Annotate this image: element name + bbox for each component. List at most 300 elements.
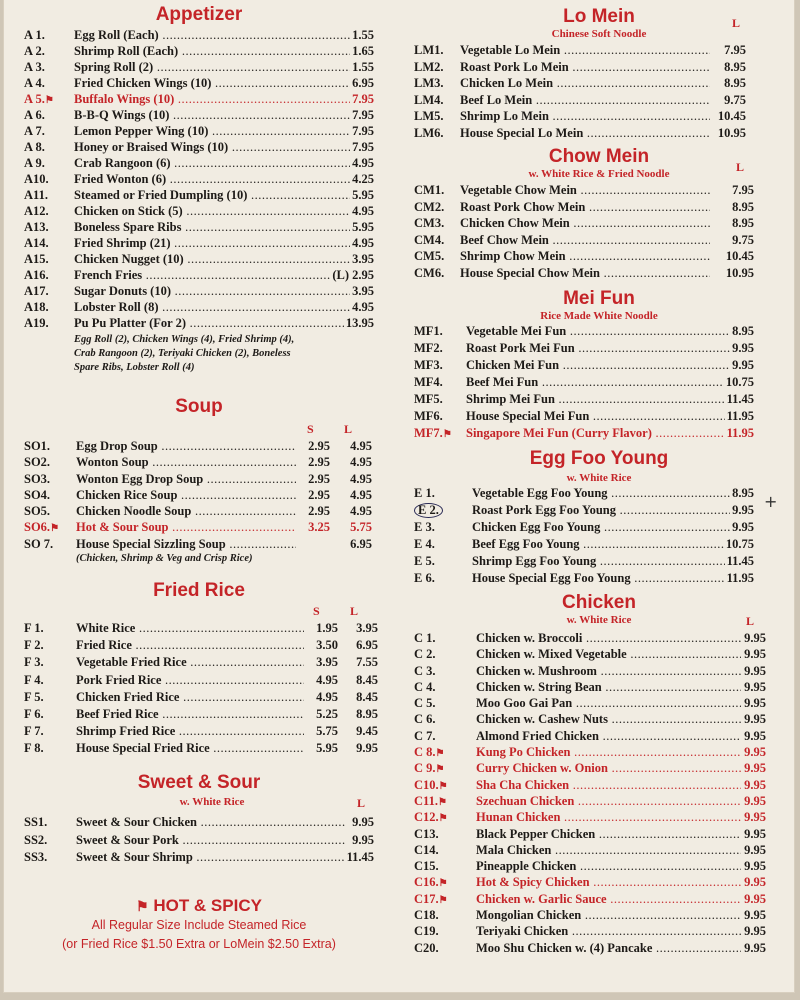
chicken-subtitle: w. White Rice <box>566 614 632 626</box>
item-name: Vegetable Egg Foo Young ..... <box>472 485 737 501</box>
pupu-note-line: Spare Ribs, Lobster Roll (4) <box>74 362 195 373</box>
item-price: 4.95 <box>352 236 374 250</box>
item-code: SO4. <box>24 487 51 502</box>
item-name: Beef Egg Foo Young ..... <box>472 536 737 552</box>
menu-item-row <box>414 923 784 939</box>
item-code: A 4. <box>24 76 45 90</box>
item-price: 9.75 <box>732 232 754 247</box>
item-code: C19. <box>414 924 439 939</box>
item-price-large: 4.95 <box>336 438 372 454</box>
menu-item-row <box>414 695 784 711</box>
item-price: 9.95 <box>744 712 766 727</box>
chili-pepper-icon: ⚑ <box>50 523 60 535</box>
item-name: Chicken Chow Mein ..... <box>460 215 710 231</box>
item-code: MF4. <box>414 375 443 389</box>
appetizer-title: Appetizer <box>155 4 243 25</box>
item-price-small: 2.95 <box>296 471 330 487</box>
item-code: A14. <box>24 236 49 250</box>
menu-item-row <box>24 637 378 654</box>
item-price: 7.95 <box>352 108 374 122</box>
item-name: Chicken w. Garlic Sauce ..... <box>476 891 741 907</box>
mei-fun-list <box>414 323 784 442</box>
item-price-large: 9.95 <box>342 740 378 756</box>
item-price: 10.95 <box>717 125 746 140</box>
menu-sheet <box>4 0 794 992</box>
item-name: Fried Wonton (6) ..... <box>74 171 364 187</box>
item-name: Spring Roll (2) ..... <box>74 59 364 75</box>
item-name: Hot & Sour Soup ..... <box>76 519 296 535</box>
item-code: A 7. <box>24 124 45 138</box>
item-code: A 2. <box>24 44 45 58</box>
item-code: C 2. <box>414 647 436 662</box>
menu-item-row <box>414 711 784 727</box>
item-price: 9.95 <box>744 777 766 792</box>
pupu-note <box>24 333 374 375</box>
item-price-small: 2.95 <box>296 487 330 503</box>
item-name: Chicken Noodle Soup ..... <box>76 503 296 519</box>
item-name: Fried Chicken Wings (10) ..... <box>74 75 364 91</box>
menu-item-row <box>24 672 378 689</box>
item-code: LM3. <box>414 76 444 90</box>
menu-item-row <box>24 171 374 187</box>
item-price-large: 6.95 <box>336 536 372 552</box>
item-code: C13. <box>414 826 439 841</box>
item-code: MF7.⚑ <box>414 426 452 440</box>
item-code: CM1. <box>414 183 445 197</box>
sweet-sour-section <box>24 772 374 867</box>
item-name: White Rice ..... <box>76 620 306 636</box>
item-price: 10.45 <box>725 249 754 263</box>
item-name: House Special Sizzling Soup ..... <box>76 536 296 552</box>
item-price: 11.45 <box>346 850 374 864</box>
item-code: F 5. <box>24 689 44 704</box>
item-code: LM1. <box>414 43 444 57</box>
chili-pepper-icon: ⚑ <box>438 894 448 906</box>
menu-item-row <box>414 519 784 536</box>
item-price: 9.75 <box>724 92 746 107</box>
item-price: 11.95 <box>726 426 754 440</box>
menu-item-row <box>414 425 784 442</box>
hot-spicy-label: HOT & SPICY <box>153 896 262 915</box>
item-price: 9.95 <box>744 810 766 825</box>
item-code: CM4. <box>414 232 445 247</box>
item-price: 5.95 <box>352 220 374 234</box>
item-name: Pineapple Chicken ..... <box>476 858 741 874</box>
item-name: Roast Pork Mei Fun ..... <box>466 340 731 356</box>
chili-pepper-icon: ⚑ <box>435 764 445 776</box>
menu-item-row <box>24 503 374 519</box>
item-name: Vegetable Fried Rice ..... <box>76 654 306 670</box>
item-name: Sweet & Sour Shrimp ..... <box>76 849 346 865</box>
hot-spicy-box <box>24 896 374 954</box>
item-name: Fried Shrimp (21) ..... <box>74 235 364 251</box>
item-price: 9.95 <box>352 815 374 829</box>
chow-mein-title: Chow Mein <box>548 146 650 167</box>
item-name: Beef Chow Mein ..... <box>460 232 710 248</box>
item-name: Moo Shu Chicken w. (4) Pancake ..... <box>476 940 741 956</box>
item-code: MF1. <box>414 324 443 338</box>
menu-item-row <box>414 265 784 282</box>
item-name: Teriyaki Chicken ..... <box>476 923 741 939</box>
chili-pepper-icon: ⚑ <box>438 813 448 825</box>
item-name: Shrimp Mei Fun ..... <box>466 391 731 407</box>
menu-item-row <box>24 235 374 251</box>
fried-rice-size-header <box>24 604 374 620</box>
item-price-small: 2.95 <box>296 503 330 519</box>
item-code: A10. <box>24 172 49 186</box>
soup-title: Soup <box>175 396 223 417</box>
chili-pepper-icon: ⚑ <box>442 429 452 440</box>
item-name: Hunan Chicken ..... <box>476 809 741 825</box>
item-name: Vegetable Lo Mein ..... <box>460 42 710 58</box>
item-code: MF3. <box>414 358 443 372</box>
item-code: CM2. <box>414 199 445 214</box>
item-name: Almond Fried Chicken ..... <box>476 728 741 744</box>
item-name: Chicken Egg Foo Young ..... <box>472 519 737 535</box>
item-price: 9.95 <box>744 891 766 906</box>
mei-fun-section <box>414 288 784 442</box>
item-code: F 3. <box>24 655 44 670</box>
item-code: A 6. <box>24 108 45 122</box>
item-price: 9.95 <box>744 761 766 776</box>
item-name: Crab Rangoon (6) ..... <box>74 155 364 171</box>
item-code: MF6. <box>414 409 443 423</box>
item-price-small: 5.95 <box>304 740 338 756</box>
item-price: 9.95 <box>744 908 766 923</box>
mei-fun-title: Mei Fun <box>563 288 635 309</box>
item-code: F 4. <box>24 672 44 687</box>
item-code: CM5. <box>414 249 445 263</box>
item-code: A 5.⚑ <box>24 92 54 106</box>
item-price: 9.95 <box>732 520 754 534</box>
item-price-small: 2.95 <box>296 438 330 454</box>
item-price: (L) 2.95 <box>332 268 374 282</box>
item-price-large: 4.95 <box>336 503 372 519</box>
item-code: CM6. <box>414 265 445 280</box>
item-code: C20. <box>414 940 439 955</box>
item-code: MF2. <box>414 341 443 355</box>
menu-item-row <box>414 75 784 92</box>
menu-item-row <box>24 849 374 867</box>
size-small-label: S <box>307 422 314 436</box>
item-name: Vegetable Chow Mein ..... <box>460 182 710 198</box>
item-price: 9.95 <box>744 745 766 760</box>
item-price: 9.95 <box>744 875 766 890</box>
item-code: A18. <box>24 300 49 314</box>
menu-item-row <box>414 630 784 646</box>
item-name: Chicken w. Mixed Vegetable ..... <box>476 646 741 662</box>
chili-pepper-icon: ⚑ <box>136 898 149 914</box>
item-name: Shrimp Fried Rice ..... <box>76 723 306 739</box>
item-price: 8.95 <box>732 486 754 500</box>
chow-mein-list <box>414 182 784 281</box>
menu-item-row <box>24 123 374 139</box>
item-code: F 8. <box>24 741 44 756</box>
item-name: Kung Po Chicken ..... <box>476 744 741 760</box>
menu-item-row <box>24 59 374 75</box>
chow-mein-subtitle: w. White Rice & Fried Noodle <box>528 168 670 180</box>
item-code: SO 7. <box>24 536 54 551</box>
menu-item-row <box>414 232 784 249</box>
item-name: Sweet & Sour Chicken ..... <box>76 814 346 830</box>
lo-mein-title: Lo Mein <box>563 6 635 27</box>
item-price-small: 1.95 <box>304 620 338 636</box>
lo-mein-subtitle: Chinese Soft Noodle <box>551 28 647 40</box>
item-name: Sugar Donuts (10) ..... <box>74 283 364 299</box>
menu-item-row <box>414 374 784 391</box>
item-code: C11.⚑ <box>414 793 447 808</box>
item-code: A15. <box>24 252 49 266</box>
item-price: 9.95 <box>744 859 766 874</box>
item-price: 7.95 <box>352 124 374 138</box>
item-price-large: 6.95 <box>342 637 378 653</box>
menu-item-row <box>414 809 784 825</box>
item-name: Moo Goo Gai Pan ..... <box>476 695 741 711</box>
item-price: 9.95 <box>744 842 766 857</box>
item-code: E 6. <box>414 571 435 585</box>
menu-item-row <box>414 182 784 199</box>
item-name: Honey or Braised Wings (10) ..... <box>74 139 364 155</box>
item-price-small: 3.50 <box>304 637 338 653</box>
item-code: A 8. <box>24 140 45 154</box>
item-price: 9.95 <box>732 341 754 355</box>
item-code: CM3. <box>414 216 445 230</box>
menu-item-row <box>24 27 374 43</box>
item-name: French Fries ..... <box>74 267 364 283</box>
item-code: C 7. <box>414 728 436 743</box>
item-code: C17.⚑ <box>414 891 448 906</box>
item-price: 10.75 <box>725 375 754 389</box>
menu-item-row <box>24 107 374 123</box>
item-price-small: 5.75 <box>304 723 338 739</box>
menu-item-row <box>414 92 784 109</box>
menu-item-row <box>414 215 784 232</box>
item-price: 11.45 <box>726 392 754 406</box>
item-price: 10.95 <box>725 265 754 280</box>
chicken-title: Chicken <box>562 592 636 613</box>
item-code: SS1. <box>24 815 48 829</box>
menu-item-row <box>24 283 374 299</box>
size-large-label: L <box>357 796 366 810</box>
soup-list <box>24 438 374 552</box>
lo-mein-list <box>414 42 784 141</box>
item-name: Chicken w. Mushroom ..... <box>476 663 741 679</box>
lo-mein-section <box>414 6 784 141</box>
item-code: F 7. <box>24 724 44 739</box>
handwritten-plus-mark: + <box>764 492 778 511</box>
menu-item-row <box>24 438 374 454</box>
menu-item-row <box>24 315 374 331</box>
menu-item-row <box>24 740 378 757</box>
menu-item-row <box>414 874 784 890</box>
fried-rice-title: Fried Rice <box>153 580 245 601</box>
item-name: Chicken Mei Fun ..... <box>466 357 731 373</box>
item-name: Pu Pu Platter (For 2) ..... <box>74 315 364 331</box>
item-price-large: 4.95 <box>336 471 372 487</box>
menu-item-row <box>24 75 374 91</box>
item-name: Wonton Egg Drop Soup ..... <box>76 471 296 487</box>
item-name: Sweet & Sour Pork ..... <box>76 832 346 848</box>
item-price: 1.55 <box>352 60 374 74</box>
menu-item-row <box>24 706 378 723</box>
chili-pepper-icon: ⚑ <box>435 748 445 760</box>
item-code: F 2. <box>24 638 44 653</box>
menu-item-row <box>414 907 784 923</box>
size-large-label: L <box>344 422 353 436</box>
menu-item-row <box>24 251 374 267</box>
item-price: 4.95 <box>352 300 374 314</box>
item-price-small: 3.25 <box>296 519 330 535</box>
egg-foo-young-subtitle: w. White Rice <box>566 472 632 484</box>
item-price: 10.45 <box>717 109 746 123</box>
item-code-circled: E 2. <box>414 503 443 518</box>
item-price: 4.25 <box>352 172 374 186</box>
chili-pepper-icon: ⚑ <box>44 95 54 106</box>
menu-item-row <box>24 187 374 203</box>
item-code: A13. <box>24 220 49 234</box>
item-price: 7.95 <box>732 183 754 197</box>
item-price-large: 8.45 <box>342 689 378 705</box>
sizzling-note: (Chicken, Shrimp & Veg and Crisp Rice) <box>76 553 253 565</box>
item-name: Singapore Mei Fun (Curry Flavor) ..... <box>466 425 731 441</box>
soup-section <box>24 396 374 566</box>
item-price: 10.75 <box>725 537 754 551</box>
menu-item-row <box>414 357 784 374</box>
menu-item-row <box>414 108 784 125</box>
item-name: Hot & Spicy Chicken ..... <box>476 874 741 890</box>
egg-foo-young-list <box>414 485 784 587</box>
menu-item-row <box>24 43 374 59</box>
item-price: 7.95 <box>724 43 746 57</box>
hot-spicy-title <box>24 896 374 916</box>
item-name: Shrimp Egg Foo Young ..... <box>472 553 737 569</box>
item-name: Boneless Spare Ribs ..... <box>74 219 364 235</box>
item-code: E 1. <box>414 486 435 500</box>
item-price-large: 8.45 <box>342 672 378 688</box>
menu-item-row <box>24 723 378 740</box>
item-name: House Special Chow Mein ..... <box>460 265 710 281</box>
item-price: 5.95 <box>352 188 374 202</box>
pupu-note-line: Egg Roll (2), Chicken Wings (4), Fried Shrimp (4), <box>74 334 295 345</box>
item-price-large: 9.45 <box>342 723 378 739</box>
item-price: 9.95 <box>732 358 754 372</box>
item-name: Fried Rice ..... <box>76 637 306 653</box>
item-price-small: 2.95 <box>296 454 330 470</box>
item-price-large: 3.95 <box>342 620 378 636</box>
item-price: 9.95 <box>744 924 766 939</box>
item-name: Chicken Rice Soup ..... <box>76 487 296 503</box>
item-price: 13.95 <box>345 316 374 330</box>
menu-item-row <box>414 248 784 265</box>
menu-item-row <box>24 91 374 107</box>
item-name: Roast Pork Lo Mein ..... <box>460 59 710 75</box>
menu-item-row <box>414 679 784 695</box>
item-name: Steamed or Fried Dumpling (10) ..... <box>74 187 364 203</box>
menu-item-row <box>414 323 784 340</box>
menu-item-row <box>414 391 784 408</box>
item-code: C 8.⚑ <box>414 745 445 760</box>
item-price: 9.95 <box>744 728 766 743</box>
item-price-large: 7.55 <box>342 654 378 670</box>
menu-item-row <box>414 570 784 587</box>
chow-mein-section <box>414 146 784 281</box>
item-code: C12.⚑ <box>414 810 448 825</box>
menu-item-row <box>414 891 784 907</box>
item-code: C18. <box>414 908 439 923</box>
item-price: 3.95 <box>352 284 374 298</box>
item-price-small: 4.95 <box>304 689 338 705</box>
item-name: House Special Lo Mein ..... <box>460 125 710 141</box>
item-name: Roast Pork Chow Mein ..... <box>460 199 710 215</box>
menu-item-row <box>414 199 784 216</box>
sweet-sour-list <box>24 814 374 867</box>
item-code: A 3. <box>24 60 45 74</box>
menu-item-row <box>414 646 784 662</box>
item-code: C10.⚑ <box>414 777 448 792</box>
item-code: SO3. <box>24 471 51 486</box>
item-price: 9.95 <box>744 940 766 955</box>
item-name: Shrimp Lo Mein ..... <box>460 108 710 124</box>
menu-item-row <box>414 502 784 519</box>
item-name: House Special Fried Rice ..... <box>76 740 306 756</box>
item-price: 9.95 <box>744 696 766 711</box>
item-code: F 6. <box>24 706 44 721</box>
chili-pepper-icon: ⚑ <box>438 780 448 792</box>
menu-item-row <box>24 689 378 706</box>
item-price: 9.95 <box>744 679 766 694</box>
item-price: 9.95 <box>744 663 766 678</box>
item-name: Lemon Pepper Wing (10) ..... <box>74 123 364 139</box>
item-code: C14. <box>414 842 439 857</box>
item-name: Wonton Soup ..... <box>76 454 296 470</box>
menu-item-row <box>414 728 784 744</box>
egg-foo-young-section <box>414 448 784 587</box>
item-name: Vegetable Mei Fun ..... <box>466 323 731 339</box>
item-name: Egg Roll (Each) ..... <box>74 27 364 43</box>
item-price: 4.95 <box>352 204 374 218</box>
hot-spicy-line: All Regular Size Include Steamed Rice <box>91 918 307 932</box>
item-code <box>414 502 443 518</box>
menu-item-row <box>24 267 374 283</box>
item-price-small: 4.95 <box>304 672 338 688</box>
hot-spicy-line: (or Fried Rice $1.50 Extra or LoMein $2.50 Extra) <box>62 937 336 951</box>
item-price: 9.95 <box>744 647 766 662</box>
item-name: Szechuan Chicken ..... <box>476 793 741 809</box>
menu-item-row <box>414 340 784 357</box>
item-code: A17. <box>24 284 49 298</box>
chicken-header <box>414 614 784 628</box>
menu-item-row <box>24 814 374 832</box>
item-name: Sha Cha Chicken ..... <box>476 777 741 793</box>
item-code: F 1. <box>24 621 44 635</box>
item-name: Chicken on Stick (5) ..... <box>74 203 364 219</box>
menu-item-row <box>24 454 374 470</box>
sweet-sour-title: Sweet & Sour <box>137 772 261 793</box>
item-price: 9.95 <box>744 631 766 645</box>
menu-item-row <box>414 485 784 502</box>
chicken-section <box>414 592 784 956</box>
item-code: LM4. <box>414 92 444 107</box>
menu-item-row <box>24 203 374 219</box>
item-name: Mongolian Chicken ..... <box>476 907 741 923</box>
menu-item-row <box>414 744 784 760</box>
menu-item-row <box>24 654 378 671</box>
item-name: B-B-Q Wings (10) ..... <box>74 107 364 123</box>
item-price: 11.95 <box>726 409 754 423</box>
item-name: Chicken Nugget (10) ..... <box>74 251 364 267</box>
item-code: A 9. <box>24 156 45 170</box>
item-price: 9.95 <box>732 503 754 517</box>
